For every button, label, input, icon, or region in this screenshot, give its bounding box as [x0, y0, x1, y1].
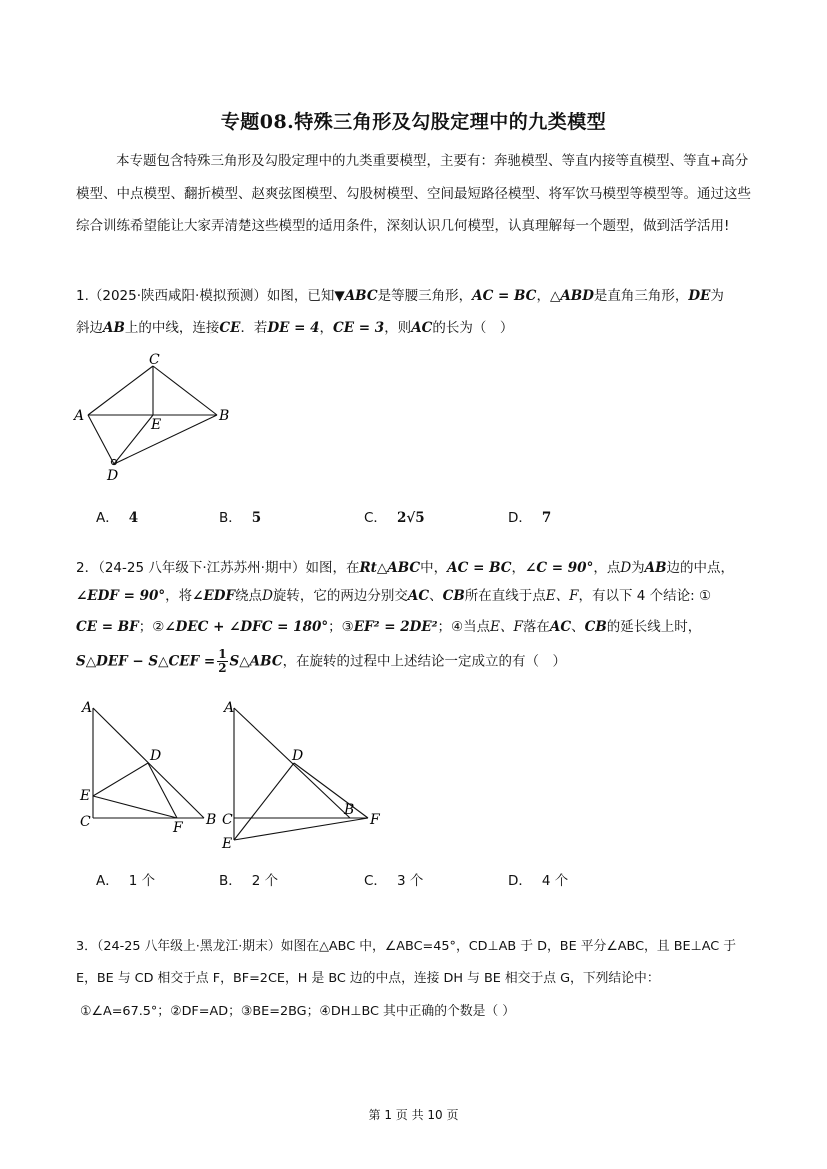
q1-option-d[interactable]: D． 7 — [508, 510, 552, 526]
q1-label-b: B — [219, 408, 230, 424]
q2-option-d[interactable]: D． 4 个 — [508, 873, 569, 889]
page-title: 专题08.特殊三角形及勾股定理中的九类模型 — [220, 111, 607, 133]
q1-figure — [70, 348, 240, 488]
q2-option-c[interactable]: C． 3 个 — [364, 873, 424, 889]
q2b-label-d: D — [292, 748, 304, 764]
q2-option-a[interactable]: A． 1 个 — [96, 873, 156, 889]
q2a-label-c: C — [80, 814, 91, 830]
q2-figure-2 — [220, 700, 390, 850]
q2b-label-f: F — [370, 812, 380, 828]
q1-label-a: A — [74, 408, 85, 424]
q3-line-1: 3．（24-25 八年级上·黑龙江·期末）如图在△ABC 中，∠ABC=45°，CD⊥AB 于 D，BE 平分∠ABC，且 BE⊥AC 于 — [76, 939, 737, 954]
q1-label-d: D — [107, 468, 119, 484]
page-footer: 第 1 页 共 10 页 — [368, 1108, 459, 1122]
intro-paragraph: 本专题包含特殊三角形及勾股定理中的九类重要模型，主要有：奔驰模型、等直内接等直模型、等直+高分模型、中点模型、翻折模型、赵爽弦图模型、勾股树模型、空间最短路径模型、将军饮马模型等模型等。通过这些综合训练希望能让大家弄清楚这些模型的适用条件，深刻认识几何模型，认真理解每一个题型，做到活学活用! — [76, 153, 751, 234]
q2b-label-a: A — [224, 700, 235, 716]
q2a-label-a: A — [82, 700, 93, 716]
q2a-label-d: D — [150, 748, 162, 764]
q2a-label-f: F — [173, 820, 183, 836]
q2-line-4: S△DEF − S△CEF = $\frac{1}{2}$ S△ABC，在旋转的过程中上述结论一定成立的有（ ） — [76, 647, 567, 675]
q2b-label-e: E — [222, 836, 233, 852]
q2-line-3: CE = BF；②∠DEC + ∠DFC = 180°；③EF² = 2DE²；④当点E、F落在AC、CB的延长线上时， — [76, 619, 702, 635]
q2a-label-e: E — [80, 788, 91, 804]
q1-option-a[interactable]: A． 4 — [96, 510, 139, 526]
q2-line-2: ∠EDF = 90°，将∠EDF绕点D旋转，它的两边分别交AC、CB所在直线于点E、F，有以下 4 个结论: ① — [76, 588, 712, 604]
q1-label-e: E — [151, 417, 162, 433]
q2-figure-1 — [78, 700, 228, 835]
q2-line-1: 2．（24-25 八年级下·江苏苏州·期中）如图，在Rt△ABC中，AC = BC，∠C = 90°，点D为AB边的中点， — [76, 560, 735, 576]
q2a-label-b: B — [206, 812, 217, 828]
q1-line-2: 斜边AB上的中线，连接CE．若DE = 4，CE = 3，则AC的长为（ ） — [76, 320, 514, 336]
q3-line-2: E，BE 与 CD 相交于点 F，BF=2CE，H 是 BC 边的中点，连接 DH 与 BE 相交于点 G，下列结论中： — [76, 971, 660, 986]
q1-option-c[interactable]: C． 2√5 — [364, 510, 425, 526]
q3-line-3: ①∠A=67.5°；②DF=AD；③BE=2BG；④DH⊥BC 其中正确的个数是（ ） — [80, 1004, 516, 1019]
q2b-label-b: B — [344, 802, 355, 818]
q1-line-1: 1.（2025·陕西咸阳·模拟预测）如图，已知▼ABC是等腰三角形，AC = BC，△ABD是直角三角形，DE为 — [76, 288, 724, 304]
q2b-label-c: C — [222, 812, 233, 828]
fraction-one-half: $\frac{1}{2}$ — [218, 647, 227, 675]
q2-option-b[interactable]: B． 2 个 — [219, 873, 279, 889]
q1-label-c: C — [149, 352, 160, 368]
q1-option-b[interactable]: B． 5 — [219, 510, 262, 526]
